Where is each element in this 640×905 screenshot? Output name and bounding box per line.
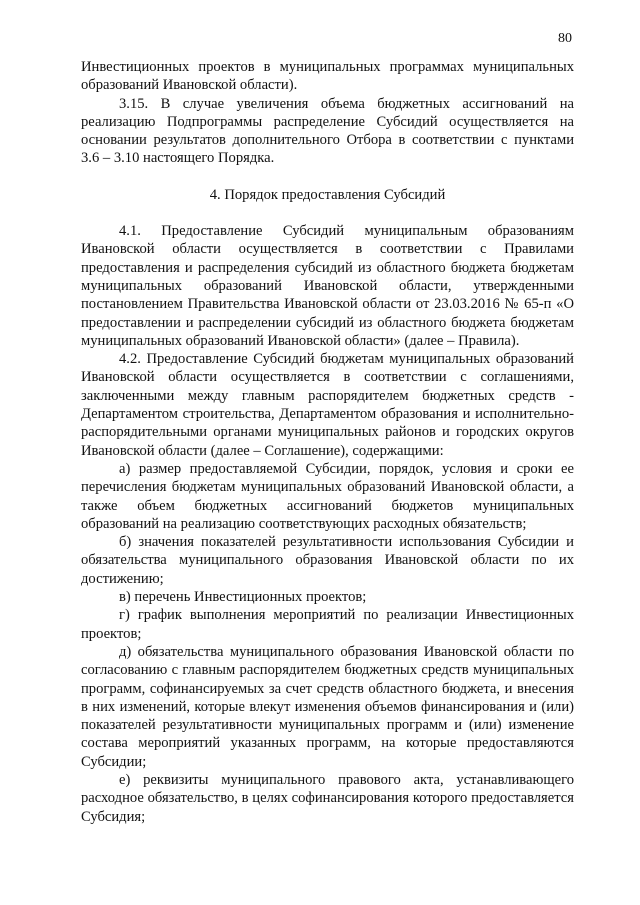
list-item-g: г) график выполнения мероприятий по реализации Инвестиционных проектов; (81, 607, 574, 642)
paragraph-continuation: Инвестиционных проектов в муниципальных программах муниципальных образований Ивановской области). (81, 59, 574, 94)
document-body (81, 58, 574, 826)
section-heading: 4. Порядок предоставления Субсидий (209, 186, 446, 203)
list-item-b: б) значения показателей результативности использования Субсидии и обязательства муниципального образования Ивановской области по их достижению; (81, 534, 574, 587)
list-item-d: д) обязательства муниципального образования Ивановской области по согласованию с главным распорядителем бюджетных средств муниципальных программ, софинансируемых за счет средств областного бюджета, и внесения в них изменений, которые влекут изменения объемов финансирования и (или) показателей результативности муниципальных программ и (или) изменение состава мероприятий указанных программ, на которые предоставляются Субсидии; (81, 643, 574, 770)
paragraph-4-1: 4.1. Предоставление Субсидий муниципальным образованиям Ивановской области осуществляется в соответствии с Правилами предоставления и распределения субсидий из областного бюджета бюджетам муниципальных образований Ивановской области, утвержденными постановлением Правительства Ивановской области от 23.03.2016 № 65-п «О предоставлении и распределении субсидий из областного бюджета бюджетам муниципальных образований Ивановской области» (далее – Правила). (81, 223, 574, 349)
page-number: 80 (558, 31, 572, 46)
list-item-a: а) размер предоставляемой Субсидии, порядок, условия и сроки ее перечисления бюджетам муниципальных образований Ивановской области, а также объем бюджетных ассигнований бюджетов муниципальных образований на реализацию соответствующих расходных обязательств; (81, 460, 574, 532)
list-item-e: е) реквизиты муниципального правового акта, устанавливающего расходное обязательство, в целях софинансирования которого предоставляется Субсидия; (81, 771, 574, 825)
list-item-v: в) перечень Инвестиционных проектов; (119, 589, 367, 606)
paragraph-3-15: 3.15. В случае увеличения объема бюджетных ассигнований на реализацию Подпрограммы распределение Субсидий осуществляется на основании результатов дополнительного Отбора в соответствии с пунктами 3.6 – 3.10 настоящего Порядка. (81, 95, 574, 167)
paragraph-4-2: 4.2. Предоставление Субсидий бюджетам муниципальных образований Ивановской области осуществляется в соответствии с соглашениями, заключенными между главным распорядителем бюджетных средств - Департаментом строительства, Департаментом образования и исполнительно-распорядительными органами муниципальных районов и городских округов Ивановской области (далее – Соглашение), содержащими: (81, 351, 574, 459)
